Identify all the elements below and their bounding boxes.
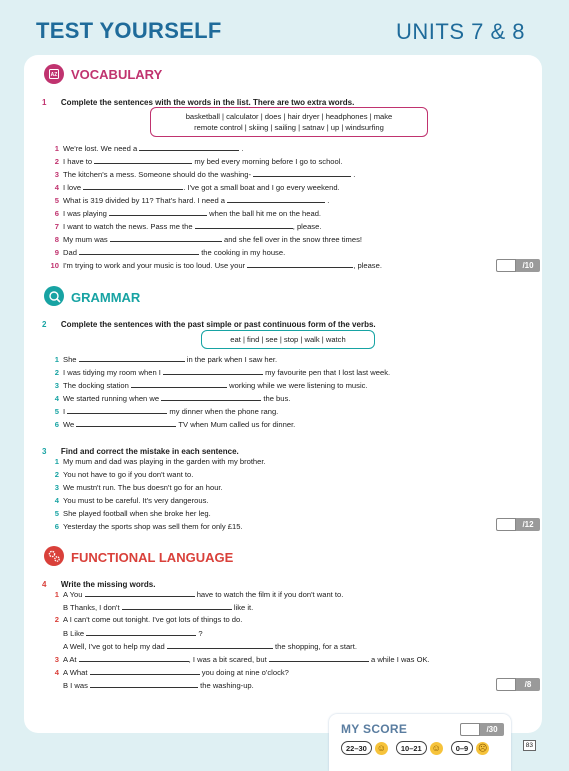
my-score-title: MY SCORE: [341, 722, 408, 736]
vocab-word-box: [150, 107, 428, 137]
page-number: 83: [523, 740, 536, 751]
list-item: 5 What is 319 divided by 11? That's hard. I need a .: [54, 196, 330, 205]
answer-blank[interactable]: [269, 654, 369, 662]
dialogue-line: 1 A You have to watch the film it if you don't want to.: [54, 590, 344, 599]
grammar-instruction: 2 Complete the sentences with the past simple or past continuous form of the verbs.: [42, 320, 376, 329]
vocabulary-title: VOCABULARY: [71, 67, 163, 82]
answer-blank[interactable]: [109, 208, 207, 216]
answer-blank[interactable]: [83, 182, 183, 190]
grammar-icon: [44, 286, 64, 306]
vocabulary-icon: [44, 64, 64, 84]
score-band-mid: 10–21 ☺: [396, 741, 443, 755]
grammar-score-box[interactable]: /12: [496, 518, 540, 530]
list-item: 9 Dad the cooking in my house.: [54, 248, 286, 257]
list-item: 6 We TV when Mum called us for dinner.: [54, 420, 296, 429]
answer-blank[interactable]: [247, 260, 353, 268]
answer-blank[interactable]: [76, 419, 176, 427]
svg-text:AZ: AZ: [50, 72, 58, 79]
list-item: 1 My mum and dad was playing in the garden with my brother.: [54, 457, 266, 466]
list-item: 2 I was tidying my room when I my favourite pen that I lost last week.: [54, 368, 391, 377]
list-item: 5 She played football when she broke her leg.: [54, 509, 211, 518]
vocab-score-box[interactable]: /10: [496, 259, 540, 271]
answer-blank[interactable]: [161, 393, 261, 401]
dialogue-line: B Thanks, I don't like it.: [63, 603, 254, 612]
grammar-word-box: eat | find | see | stop | walk | watch: [201, 330, 375, 349]
list-item: 3 The kitchen's a mess. Someone should do the washing- .: [54, 170, 356, 179]
answer-blank[interactable]: [86, 628, 196, 636]
answer-blank[interactable]: [67, 406, 167, 414]
vocab-sentences: [48, 143, 382, 273]
score-bands: [341, 741, 489, 755]
neutral-face-icon: ☺: [431, 742, 441, 753]
answer-blank[interactable]: [139, 143, 239, 151]
list-item: 8 My mum was and she fell over in the snow three times!: [54, 235, 363, 244]
grammar-sentences: [48, 354, 390, 432]
dialogue-line: A Well, I've got to help my dad the shopping, for a start.: [63, 642, 357, 651]
gears-icon: [44, 546, 64, 566]
answer-blank[interactable]: [85, 589, 195, 597]
dialogue-line: B Like ?: [63, 629, 203, 638]
list-item: 2 I have to my bed every morning before I go to school.: [54, 157, 343, 166]
functional-instruction: 4 Write the missing words.: [42, 580, 156, 589]
functional-dialogues: [48, 589, 430, 693]
list-item: 6 I was playing when the ball hit me on the head.: [54, 209, 322, 218]
dialogue-line: B I was the washing-up.: [63, 681, 254, 690]
grammar-title: GRAMMAR: [71, 290, 141, 305]
answer-blank[interactable]: [79, 247, 199, 255]
total-score-box[interactable]: /30: [460, 723, 504, 735]
functional-score-box[interactable]: /8: [496, 678, 540, 690]
list-item: 5 I my dinner when the phone rang.: [54, 407, 279, 416]
units-label: UNITS 7 & 8: [396, 19, 525, 44]
happy-face-icon: ☺: [376, 742, 386, 753]
grammar-instruction-3: 3 Find and correct the mistake in each sentence.: [42, 447, 239, 456]
answer-blank[interactable]: [195, 221, 293, 229]
list-item: 3 The docking station working while we were listening to music.: [54, 381, 368, 390]
dialogue-line: 2 A I can't come out tonight. I've got lots of things to do.: [54, 615, 243, 624]
list-item: 4 You must to be careful. It's very dangerous.: [54, 496, 209, 505]
answer-blank[interactable]: [122, 602, 232, 610]
grammar-correction-list: [48, 457, 266, 535]
answer-blank[interactable]: [90, 667, 200, 675]
sad-face-icon: ☹: [478, 742, 488, 753]
list-item: 1 We're lost. We need a .: [54, 144, 244, 153]
answer-blank[interactable]: [253, 169, 351, 177]
answer-blank[interactable]: [94, 156, 192, 164]
list-item: 4 I love . I've got a small boat and I go every weekend.: [54, 183, 340, 192]
answer-blank[interactable]: [227, 195, 325, 203]
list-item: 7 I want to watch the news. Pass me the , please.: [54, 222, 322, 231]
vocab-instruction: 1 Complete the sentences with the words in the list. There are two extra words.: [42, 98, 355, 107]
answer-blank[interactable]: [90, 680, 198, 688]
page-title: TEST YOURSELF: [36, 18, 222, 43]
list-item: 10 I'm trying to work and your music is too loud. Use your , please.: [50, 261, 382, 270]
list-item: 4 We started running when we the bus.: [54, 394, 291, 403]
list-item: 6 Yesterday the sports shop was sell them for only £15.: [54, 522, 243, 531]
answer-blank[interactable]: [163, 367, 263, 375]
list-item: 3 We mustn't run. The bus doesn't go for an hour.: [54, 483, 223, 492]
answer-blank[interactable]: [110, 234, 222, 242]
word-list-line-2: remote control | skiing | sailing | satnav | up | windsurfing: [194, 123, 384, 132]
list-item: 1 She in the park when I saw her.: [54, 355, 278, 364]
functional-language-title: FUNCTIONAL LANGUAGE: [71, 550, 234, 565]
word-list-line-1: basketball | calculator | does | hair dryer | headphones | make: [185, 112, 393, 121]
dialogue-line: 3 A At , I was a bit scared, but a while I was OK.: [54, 655, 430, 664]
answer-blank[interactable]: [167, 641, 273, 649]
score-band-high: 22–30 ☺: [341, 741, 388, 755]
answer-blank[interactable]: [79, 654, 189, 662]
my-score-panel: [329, 714, 511, 771]
list-item: 2 You not have to go if you don't want to.: [54, 470, 194, 479]
answer-blank[interactable]: [79, 354, 185, 362]
answer-blank[interactable]: [131, 380, 227, 388]
score-band-low: 0–9 ☹: [451, 741, 490, 755]
dialogue-line: 4 A What you doing at nine o'clock?: [54, 668, 289, 677]
